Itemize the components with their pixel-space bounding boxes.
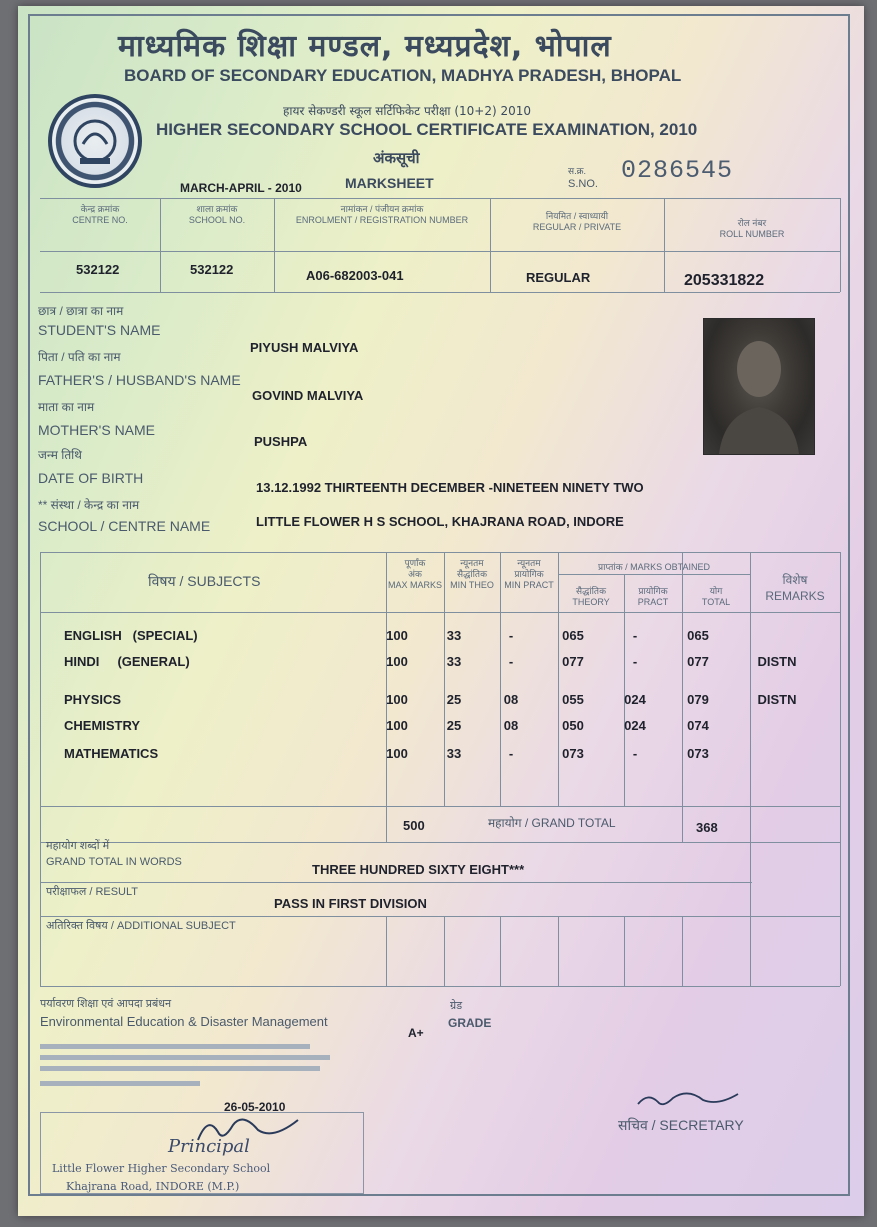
cell-max: 100	[386, 654, 408, 669]
roll-number-value: 205331822	[684, 272, 765, 289]
max-marks-header: पूर्णांक अंक MAX MARKS	[387, 558, 442, 590]
remarks-header: विशेष REMARKS	[765, 573, 825, 603]
min-theory-header: न्यूनतम सैद्धांतिक MIN THEO	[450, 558, 494, 590]
exam-session: MARCH-APRIL - 2010	[180, 181, 302, 195]
father-name-label: FATHER'S / HUSBAND'S NAME	[38, 372, 241, 388]
total-header: योग TOTAL	[701, 586, 731, 607]
grade-label: GRADE	[448, 1016, 492, 1030]
cell-subject: CHEMISTRY	[64, 718, 141, 733]
school-label: SCHOOL / CENTRE NAME	[38, 518, 211, 534]
father-name-value: GOVIND MALVIYA	[252, 388, 364, 403]
cell-min-theo: 33	[446, 654, 462, 669]
cell-max: 100	[386, 746, 408, 761]
cell-pract: 024	[624, 692, 646, 707]
footer-fine-print	[40, 1038, 340, 1098]
marks-obtained-header: प्राप्तांक / MARKS OBTAINED	[598, 562, 710, 572]
env-edu-label: Environmental Education & Disaster Management	[40, 1014, 328, 1029]
serial-label: S.NO.	[568, 178, 598, 190]
marksheet-document	[18, 6, 864, 1216]
result-label: परीक्षाफल / RESULT	[46, 886, 139, 898]
theory-header: सैद्धांतिक THEORY	[572, 586, 610, 607]
dob-value: 13.12.1992 THIRTEENTH DECEMBER -NINETEEN NINETY TWO	[256, 480, 644, 495]
min-practical-header: न्यूनतम प्रायोगिक MIN PRACT	[504, 558, 554, 590]
principal-label: Principal	[168, 1136, 250, 1157]
issue-date: 26-05-2010	[224, 1100, 286, 1114]
regular-private-value: REGULAR	[526, 270, 591, 285]
result-value: PASS IN FIRST DIVISION	[274, 896, 427, 911]
board-title-hindi: माध्यमिक शिक्षा मण्डल, मध्यप्रदेश, भोपाल	[118, 29, 612, 64]
student-name-value: PIYUSH MALVIYA	[250, 340, 359, 355]
cell-pract: 024	[624, 718, 646, 733]
cell-total: 074	[687, 718, 709, 733]
serial-label-hindi: स.क्र.	[568, 166, 586, 176]
secretary-label: सचिव / SECRETARY	[618, 1117, 744, 1133]
school-label-hindi: ** संस्था / केन्द्र का नाम	[38, 498, 140, 512]
marksheet-title-hindi: अंकसूची	[373, 149, 420, 167]
grade-label-hindi: ग्रेड	[450, 1000, 463, 1012]
mother-name-value: PUSHPA	[254, 434, 308, 449]
cell-min-pract: -	[508, 654, 514, 669]
cell-theory: 077	[562, 654, 584, 669]
cell-total: 077	[687, 654, 709, 669]
student-name-label: STUDENT'S NAME	[38, 322, 161, 338]
cell-min-pract: 08	[503, 692, 519, 707]
cell-max: 100	[386, 692, 408, 707]
cell-max: 100	[386, 718, 408, 733]
dob-label: DATE OF BIRTH	[38, 470, 144, 486]
board-seal-icon	[48, 94, 142, 188]
enrolment-value: A06-682003-041	[306, 268, 404, 283]
cell-pract: -	[632, 654, 638, 669]
subjects-header: विषय / SUBJECTS	[148, 573, 261, 589]
centre-no-header: केन्द्र क्रमांक CENTRE NO.	[72, 204, 128, 225]
cell-subject: PHYSICS	[64, 692, 122, 707]
school-stamp-address: Khajrana Road, INDORE (M.P.)	[66, 1180, 240, 1193]
school-no-header: शाला क्रमांक SCHOOL NO.	[188, 204, 246, 225]
words-value: THREE HUNDRED SIXTY EIGHT***	[312, 862, 525, 877]
words-label-hindi: महायोग शब्दों में	[46, 840, 110, 852]
exam-title-english: HIGHER SECONDARY SCHOOL CERTIFICATE EXAMINATION, 2010	[156, 120, 698, 139]
student-photo	[703, 318, 815, 455]
enrolment-header: नामांकन / पंजीयन क्रमांक ENROLMENT / REGISTRATION NUMBER	[295, 204, 469, 225]
env-grade-value: A+	[408, 1026, 424, 1040]
env-edu-label-hindi: पर्यावरण शिक्षा एवं आपदा प्रबंधन	[40, 998, 172, 1010]
cell-min-pract: -	[508, 628, 514, 643]
cell-min-theo: 33	[446, 628, 462, 643]
cell-pract: -	[632, 628, 638, 643]
cell-min-pract: 08	[503, 718, 519, 733]
mother-name-label: MOTHER'S NAME	[38, 422, 156, 438]
cell-theory: 073	[562, 746, 584, 761]
cell-subject: MATHEMATICS	[64, 746, 159, 761]
school-value: LITTLE FLOWER H S SCHOOL, KHAJRANA ROAD, INDORE	[256, 514, 624, 529]
cell-theory: 050	[562, 718, 584, 733]
cell-total: 073	[687, 746, 709, 761]
cell-max: 100	[386, 628, 408, 643]
centre-no-value: 532122	[76, 262, 120, 277]
school-stamp-name: Little Flower Higher Secondary School	[52, 1162, 271, 1175]
cell-pract: -	[632, 746, 638, 761]
serial-number: 0286545	[621, 156, 734, 185]
additional-subject-label: अतिरिक्त विषय / ADDITIONAL SUBJECT	[46, 920, 236, 932]
cell-remarks: DISTN	[757, 692, 797, 707]
dob-label-hindi: जन्म तिथि	[38, 448, 82, 462]
practical-header: प्रायोगिक PRACT	[637, 586, 669, 607]
cell-min-theo: 25	[446, 692, 462, 707]
cell-remarks: DISTN	[757, 654, 797, 669]
roll-number-header: रोल नंबर ROLL NUMBER	[719, 218, 785, 239]
cell-theory: 055	[562, 692, 584, 707]
cell-theory: 065	[562, 628, 584, 643]
marksheet-title-english: MARKSHEET	[345, 175, 434, 191]
school-no-value: 532122	[190, 262, 234, 277]
student-name-label-hindi: छात्र / छात्रा का नाम	[38, 304, 124, 318]
cell-total: 065	[687, 628, 709, 643]
cell-min-theo: 33	[446, 746, 462, 761]
grand-total-value: 368	[696, 820, 718, 835]
board-title-english: BOARD OF SECONDARY EDUCATION, MADHYA PRADESH, BHOPAL	[124, 66, 682, 85]
cell-total: 079	[687, 692, 709, 707]
mother-name-label-hindi: माता का नाम	[38, 400, 95, 414]
secretary-signature-icon	[633, 1084, 743, 1114]
cell-min-pract: -	[508, 746, 514, 761]
cell-min-theo: 25	[446, 718, 462, 733]
words-label: GRAND TOTAL IN WORDS	[46, 856, 182, 868]
regular-private-header: नियमित / स्वाध्यायी REGULAR / PRIVATE	[532, 211, 622, 232]
grand-max-value: 500	[403, 818, 425, 833]
cell-subject: ENGLISH (SPECIAL)	[64, 628, 198, 643]
cell-subject: HINDI (GENERAL)	[64, 654, 190, 669]
exam-title-hindi: हायर सेकण्डरी स्कूल सर्टिफिकेट परीक्षा (10+2) 2010	[283, 104, 532, 118]
father-name-label-hindi: पिता / पति का नाम	[38, 350, 121, 364]
grand-total-label: महायोग / GRAND TOTAL	[488, 816, 616, 830]
